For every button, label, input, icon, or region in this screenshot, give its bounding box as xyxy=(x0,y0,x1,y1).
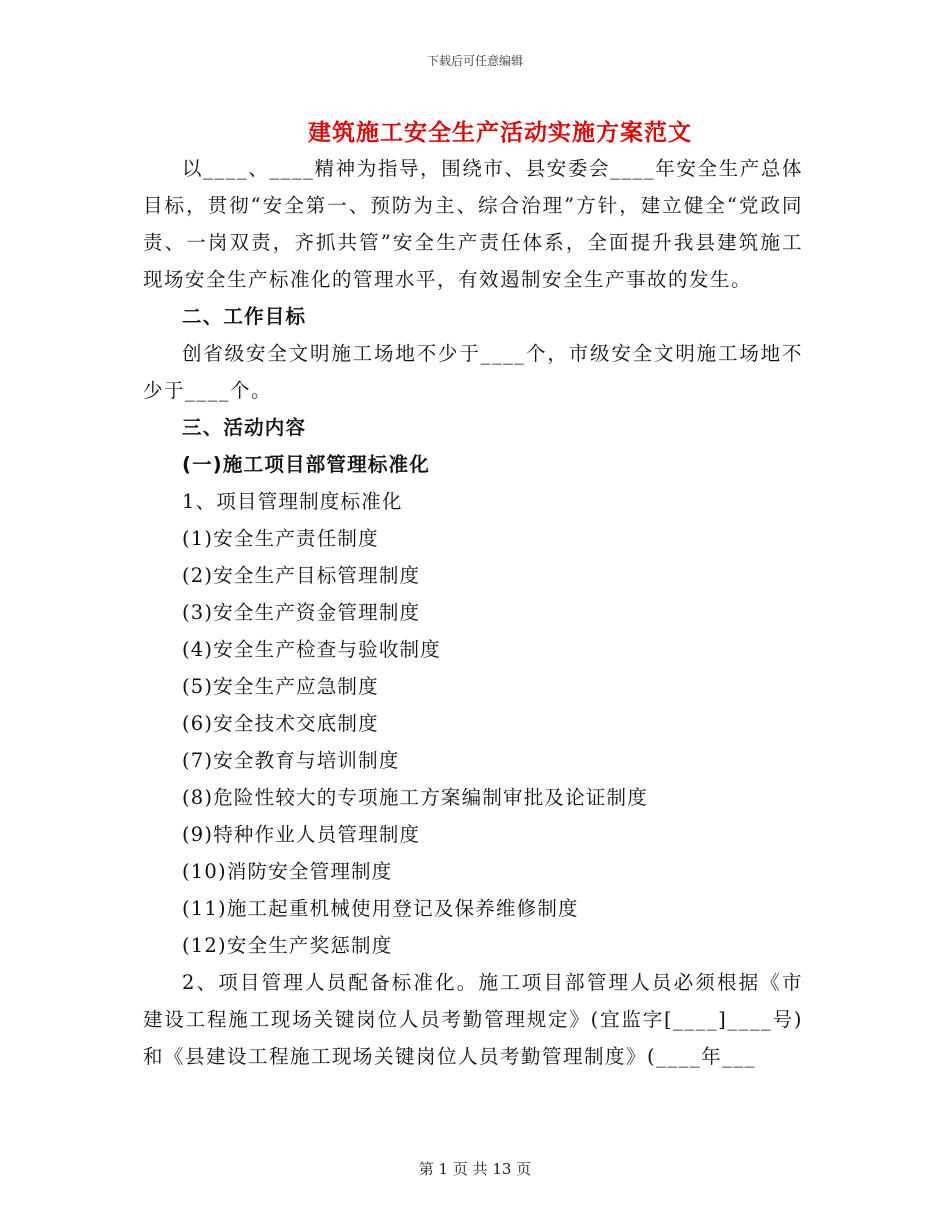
document-title: 建筑施工安全生产活动实施方案范文 xyxy=(308,119,692,146)
list-item: (12)安全生产奖惩制度 xyxy=(182,934,393,957)
page-number: 第 1 页 共 13 页 xyxy=(418,1160,532,1178)
list-item: (1)安全生产责任制度 xyxy=(182,527,379,550)
intro-paragraph: 以____、____精神为指导，围绕市、县安委会____年安全生产总体目标，贯彻“安全第一、预防为主、综合治理”方针，建立健全“党政同责、一岗双责，齐抓共管”安全生产责任体系，全面提升我县建筑施工现场安全生产标准化的管理水平，有效遏制安全生产事故的发生。 xyxy=(143,157,803,291)
list-item: (10)消防安全管理制度 xyxy=(182,860,393,883)
section-heading-goals: 二、工作目标 xyxy=(182,305,307,328)
regulation-list xyxy=(143,520,803,964)
document-body xyxy=(143,150,803,1075)
goals-paragraph: 创省级安全文明施工场地不少于____个，市级安全文明施工场地不少于____个。 xyxy=(143,342,803,402)
list-item: (4)安全生产检查与验收制度 xyxy=(182,638,441,661)
list-item: (9)特种作业人员管理制度 xyxy=(182,823,421,846)
header-note: 下载后可任意编辑 xyxy=(426,54,523,68)
list-item: (11)施工起重机械使用登记及保养维修制度 xyxy=(182,897,579,920)
list-item: (6)安全技术交底制度 xyxy=(182,712,379,735)
list-item: (7)安全教育与培训制度 xyxy=(182,749,400,772)
list-item: (8)危险性较大的专项施工方案编制审批及论证制度 xyxy=(182,786,648,809)
list-item: (2)安全生产目标管理制度 xyxy=(182,564,421,587)
subsection-heading: (一)施工项目部管理标准化 xyxy=(182,453,430,476)
list-item: (5)安全生产应急制度 xyxy=(182,675,379,698)
list-item: (3)安全生产资金管理制度 xyxy=(182,601,421,624)
staffing-paragraph: 2、项目管理人员配备标准化。施工项目部管理人员必须根据《市建设工程施工现场关键岗位人员考勤管理规定》(宜监字[____]____号)和《县建设工程施工现场关键岗位人员考勤管理制度》(____年___ xyxy=(143,971,803,1068)
section-heading-activities: 三、活动内容 xyxy=(182,416,307,439)
item-heading: 1、项目管理制度标准化 xyxy=(182,490,403,513)
